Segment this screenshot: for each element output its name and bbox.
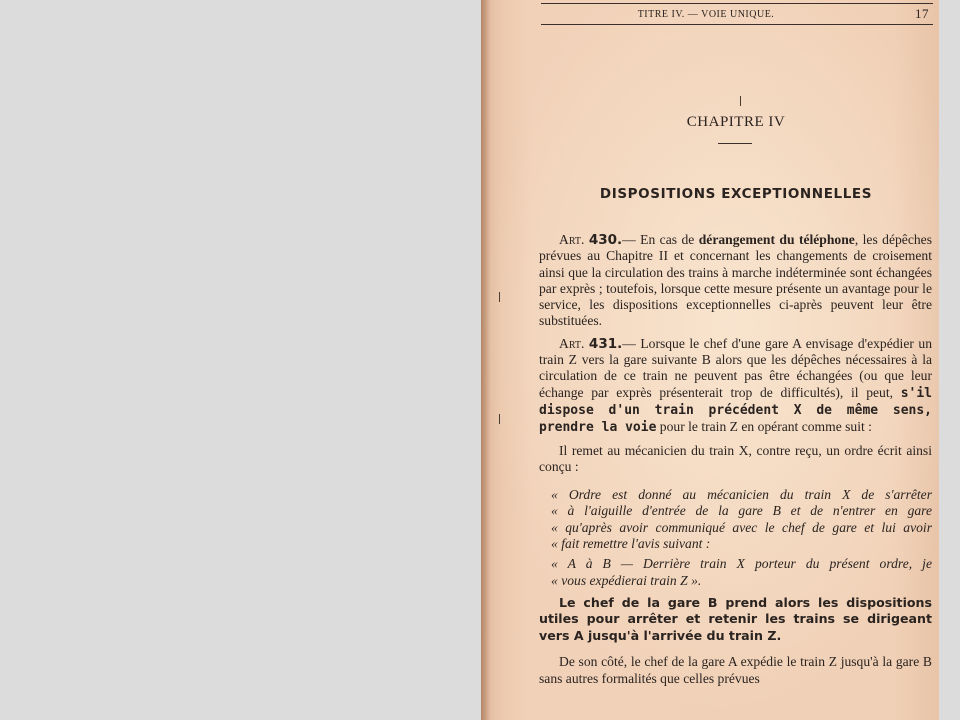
quote-line: « A à B — Derrière train X porteur du présent ordre, je bbox=[551, 556, 932, 572]
article-text: — En cas de bbox=[622, 232, 699, 247]
quote-line: « Ordre est donné au mécanicien du train X de s'arrêter bbox=[551, 487, 932, 503]
bold-paragraph: Le chef de la gare B prend alors les dispositions utiles pour arrêter et retenir les trains se dirigeant vers A jusqu'à l'arrivée du train Z. bbox=[539, 594, 932, 643]
body-text bbox=[539, 232, 932, 693]
article-emphasis: s'il dispose d'un train précédent X de même sens, prendre la voie bbox=[539, 385, 932, 436]
quote-line: « qu'après avoir communiqué avec le chef de gare et lui avoir bbox=[551, 519, 932, 535]
article-emphasis: dérangement du téléphone bbox=[698, 232, 855, 247]
page-header bbox=[541, 6, 931, 22]
page-gutter-shadow bbox=[481, 0, 491, 720]
running-title: TITRE IV. — VOIE UNIQUE. bbox=[637, 9, 775, 20]
article-text: pour le train Z en opérant comme suit : bbox=[656, 419, 872, 435]
quote-line: « vous expédierai train Z ». bbox=[551, 572, 702, 588]
quote-line: « fait remettre l'avis suivant : bbox=[551, 536, 711, 552]
chapter-heading: CHAPITRE IV bbox=[686, 114, 786, 130]
article-431 bbox=[539, 336, 932, 437]
print-mark bbox=[740, 96, 741, 106]
quoted-order bbox=[539, 487, 932, 552]
chapter-rule bbox=[718, 143, 752, 144]
article-number: 431. bbox=[588, 335, 623, 352]
page-number: 17 bbox=[915, 6, 929, 21]
paragraph-order-instruction: Il remet au mécanicien du train X, contre reçu, un ordre écrit ainsi conçu : bbox=[539, 442, 932, 474]
article-430 bbox=[539, 232, 932, 330]
section-title: DISPOSITIONS EXCEPTIONNELLES bbox=[599, 186, 873, 202]
scanned-page bbox=[481, 0, 939, 720]
margin-mark bbox=[499, 292, 500, 302]
article-number: 430. bbox=[588, 232, 623, 248]
paragraph-final: De son côté, le chef de la gare A expédie le train Z jusqu'à la gare B sans autres formalités que celles prévues bbox=[539, 654, 932, 686]
article-text: , les dépêches prévues au Chapitre II et concernant les changements de croisement ainsi que la circulation des trains à marche indéterminée sont échangées par exprès ; toutefois, lorsque cette mesure présente un avantage pour le service, les dispositions exceptionnelles ci-après peuvent leur être substituées. bbox=[539, 232, 932, 329]
quote-line: « à l'aiguille d'entrée de la gare B et de n'entrer en gare bbox=[551, 503, 932, 519]
article-label: Art. bbox=[559, 232, 585, 247]
margin-mark bbox=[499, 414, 500, 424]
article-text: — Lorsque le chef d'une gare A envisage d'expédier un train Z vers la gare suivante B alors que les dépêches nécessaires à la circulation de ce train ne peuvent pas être échangées (ou que leur échange par exprès présenterait trop de difficultés), il peut, bbox=[539, 335, 932, 400]
header-rule-bottom bbox=[541, 24, 933, 25]
article-label: Art. bbox=[559, 335, 585, 351]
header-rule-top bbox=[541, 3, 933, 4]
quoted-notice bbox=[539, 556, 932, 589]
